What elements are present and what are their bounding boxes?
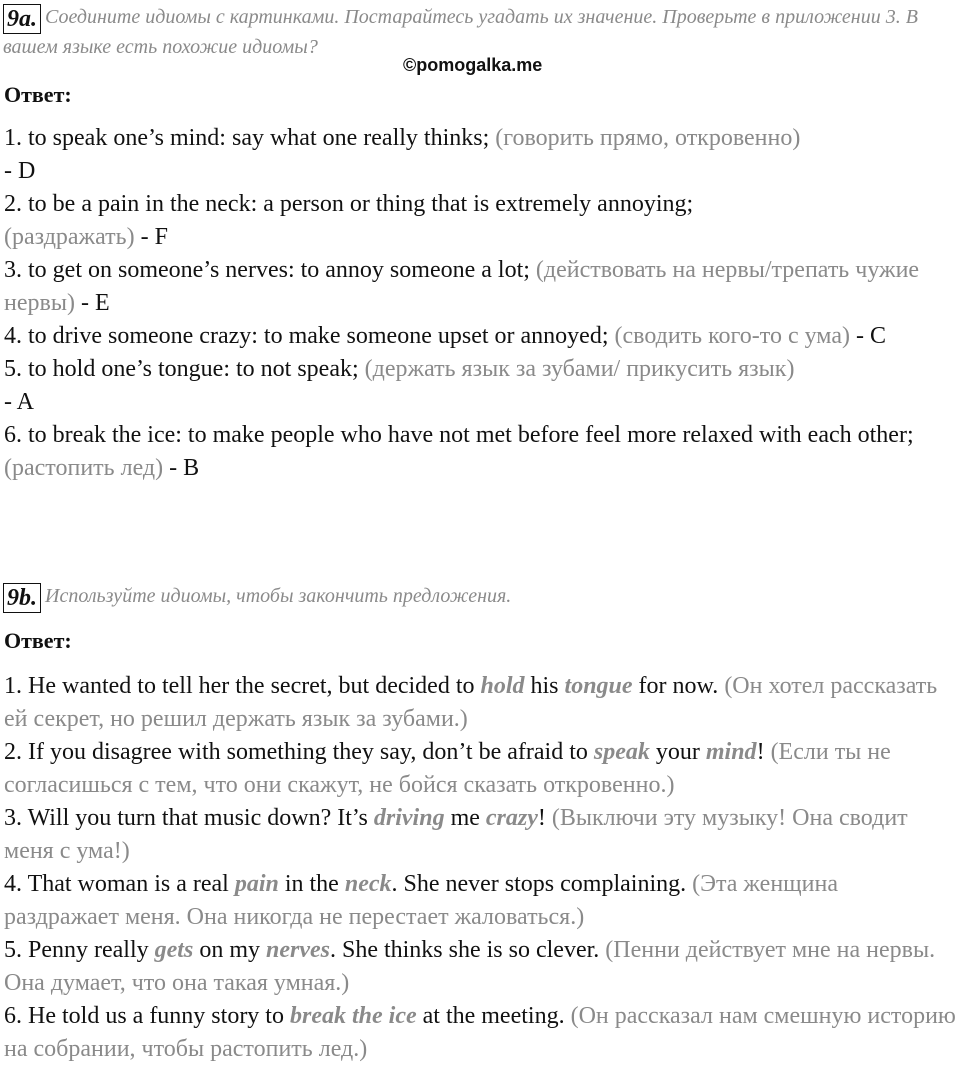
sentence-part: your — [655, 739, 700, 765]
idiom-definition: 2. to be a pain in the neck: a person or thing that is extremely annoying; — [4, 191, 694, 217]
picture-letter: - A — [4, 389, 34, 415]
russian-translation: (держать язык за зубами/ прикусить язык) — [364, 356, 795, 382]
sentence-part: 2. If you disagree with something they say, don’t be afraid to — [4, 739, 588, 765]
idiom-keyword: driving — [373, 805, 445, 831]
russian-translation: (Эта женщина раздражает меня. Она никогда не перестает жаловаться.) — [4, 871, 838, 930]
picture-letter: - F — [140, 224, 168, 250]
russian-translation: (Он хотел рассказать ей секрет, но решил держать язык за зубами.) — [4, 673, 938, 732]
list-item — [4, 868, 956, 934]
list-item — [4, 802, 956, 868]
list-item — [4, 122, 956, 188]
idiom-keyword: crazy — [485, 805, 538, 831]
sentence-part: on my — [199, 937, 260, 963]
picture-letter: - D — [4, 158, 36, 184]
sentence-part: 6. He told us a funny story to — [4, 1003, 284, 1029]
idiom-definition: 3. to get on someone’s nerves: to annoy someone a lot; — [4, 257, 530, 283]
list-item — [4, 934, 956, 1000]
sentence-part: in the — [284, 871, 339, 897]
idiom-definition: 5. to hold one’s tongue: to not speak; — [4, 356, 359, 382]
idiom-keyword: break the ice — [289, 1003, 417, 1029]
sentence-part: at the meeting. — [422, 1003, 565, 1029]
list-item — [4, 1000, 956, 1066]
russian-translation: (растопить лед) — [4, 455, 164, 481]
idiom-keyword: pain — [234, 871, 279, 897]
idiom-keyword: hold — [480, 673, 525, 699]
sentence-part: . She thinks she is so clever. — [329, 937, 600, 963]
picture-letter: - B — [169, 455, 200, 481]
sentence-part: . She never stops complaining. — [391, 871, 687, 897]
sentence-part: 4. That woman is a real — [4, 871, 229, 897]
idiom-keyword: tongue — [564, 673, 633, 699]
task-9b-instruction: Используйте идиомы, чтобы закончить предложения. — [45, 585, 512, 607]
list-item — [4, 736, 956, 802]
sentence-part: ! — [537, 805, 546, 831]
idiom-keyword: nerves — [265, 937, 330, 963]
task-9a-number: 9a. — [3, 4, 41, 34]
watermark: ©pomogalka.me — [403, 55, 543, 75]
russian-translation: (сводить кого-то с ума) — [614, 323, 850, 349]
task-9b-number: 9b. — [3, 583, 41, 613]
list-item — [4, 188, 956, 254]
answer-label-9b: Ответ: — [4, 628, 72, 653]
answers-9a-list — [4, 122, 956, 485]
sentence-part: me — [450, 805, 480, 831]
russian-translation: (Если ты не согласишься с тем, что они скажут, не бойся сказать откровенно.) — [4, 739, 891, 798]
picture-letter: - C — [855, 323, 886, 349]
task-9a-header — [3, 4, 953, 61]
picture-letter: - E — [80, 290, 110, 316]
idiom-definition: 6. to break the ice: to make people who have not met before feel more relaxed with each other; — [4, 422, 914, 448]
idiom-keyword: neck — [344, 871, 392, 897]
task-9b-header — [3, 583, 953, 613]
sentence-part: 3. Will you turn that music down? It’s — [4, 805, 368, 831]
russian-translation: (Пенни действует мне на нервы. Она думает, что она такая умная.) — [4, 937, 936, 996]
task-9a-instruction: Соедините идиомы с картинками. Постарайтесь угадать их значение. Проверьте в приложении 3. В вашем языке есть похожие идиомы? — [3, 6, 918, 58]
russian-translation: (действовать на нервы/трепать чужие нервы) — [4, 257, 920, 316]
sentence-part: for now. — [638, 673, 719, 699]
sentence-part: 1. He wanted to tell her the secret, but decided to — [4, 673, 475, 699]
sentence-part: 5. Penny really — [4, 937, 149, 963]
idiom-definition: 4. to drive someone crazy: to make someone upset or annoyed; — [4, 323, 609, 349]
list-item — [4, 320, 956, 353]
idiom-keyword: gets — [154, 937, 194, 963]
answer-label-9a: Ответ: — [4, 82, 72, 107]
idiom-keyword: mind — [705, 739, 757, 765]
answers-9b-list — [4, 670, 956, 1066]
idiom-keyword: speak — [593, 739, 650, 765]
sentence-part: his — [530, 673, 559, 699]
list-item — [4, 419, 956, 485]
russian-translation: (говорить прямо, откровенно) — [495, 125, 801, 151]
russian-translation: (раздражать) — [4, 224, 135, 250]
list-item — [4, 254, 956, 320]
idiom-definition: 1. to speak one’s mind: say what one really thinks; — [4, 125, 490, 151]
list-item — [4, 670, 956, 736]
list-item — [4, 353, 956, 419]
russian-translation: (Он рассказал нам смешную историю на собрании, чтобы растопить лед.) — [4, 1003, 956, 1062]
sentence-part: ! — [756, 739, 765, 765]
russian-translation: (Выключи эту музыку! Она сводит меня с ума!) — [4, 805, 908, 864]
